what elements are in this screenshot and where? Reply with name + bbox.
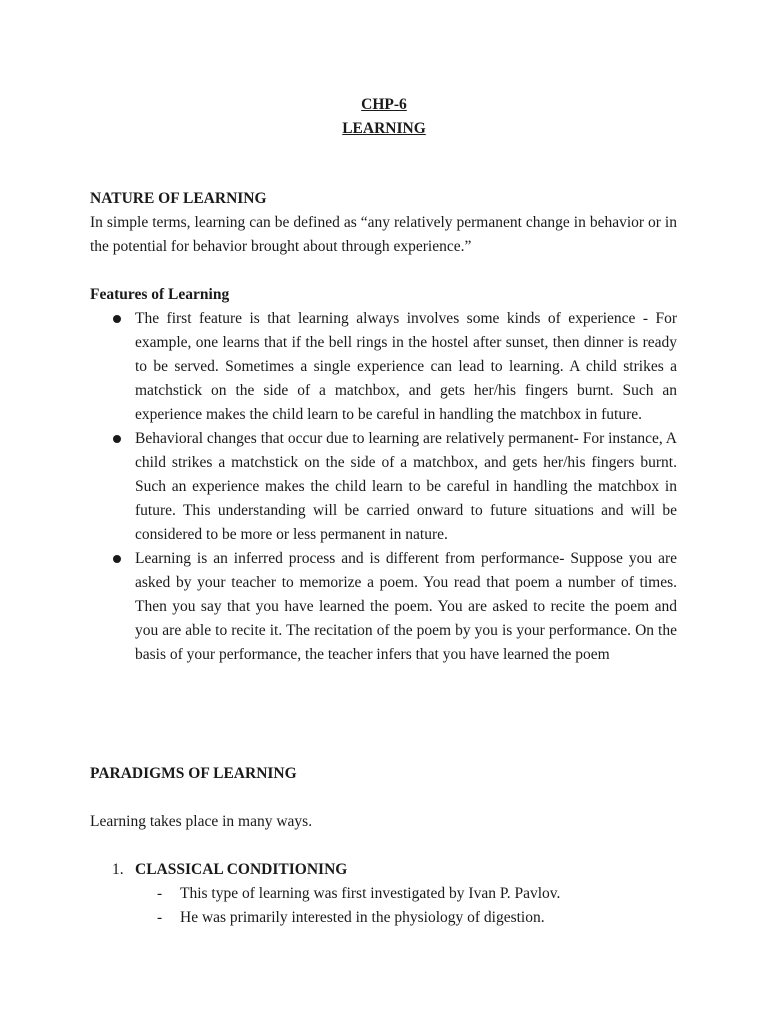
feature-item: [90, 547, 677, 667]
paradigms-heading: PARADIGMS OF LEARNING: [90, 765, 297, 782]
chapter-title: LEARNING: [342, 120, 426, 137]
bullet-icon: [113, 555, 121, 563]
paradigms-intro: Learning takes place in many ways.: [90, 813, 313, 830]
nature-heading: NATURE OF LEARNING: [90, 190, 267, 207]
dash-marker: -: [157, 885, 163, 902]
paradigm-title: CLASSICAL CONDITIONING: [135, 861, 348, 878]
feature-text: Learning is an inferred process and is different from performance- Suppose you are asked by your teacher to memorize a poem. You read that poem a number of times. Then you say that you have learned the poem. You are asked to recite the poem and you are able to recite it. The recitation of the poem by you is your performance. On the basis of your performance, the teacher infers that you have learned the poem: [135, 550, 677, 663]
chapter-number: CHP-6: [361, 96, 407, 113]
paradigm-number: 1.: [112, 861, 124, 878]
chapter-header: [0, 93, 768, 141]
feature-text: Behavioral changes that occur due to learning are relatively permanent- For instance, A child strikes a matchstick on the side of a matchbox, and gets her/his fingers burnt. Such an experience makes the child learn to be careful in handling the matchbox in future. This understanding will be carried onward to future situations and will be considered to be more or less permanent in nature.: [135, 430, 677, 543]
bullet-icon: [113, 435, 121, 443]
paradigm-point-text: He was primarily interested in the physiology of digestion.: [180, 909, 545, 926]
feature-item: [90, 427, 677, 547]
nature-definition: In simple terms, learning can be defined as “any relatively permanent change in behavior or in the potential for behavior brought about through experience.”: [90, 214, 677, 255]
features-list: [90, 307, 677, 667]
features-heading: Features of Learning: [90, 286, 230, 303]
feature-item: [90, 307, 677, 427]
feature-text: The first feature is that learning always involves some kinds of experience - For example, one learns that if the bell rings in the hostel after sunset, then dinner is ready to be served. Sometimes a single experience can lead to learning. A child strikes a matchstick on the side of a matchbox, and gets her/his fingers burnt. Such an experience makes the child learn to be careful in handling the matchbox in future.: [135, 310, 677, 423]
dash-marker: -: [157, 909, 163, 926]
paradigm-point-text: This type of learning was first investigated by Ivan P. Pavlov.: [180, 885, 561, 902]
bullet-icon: [113, 315, 121, 323]
